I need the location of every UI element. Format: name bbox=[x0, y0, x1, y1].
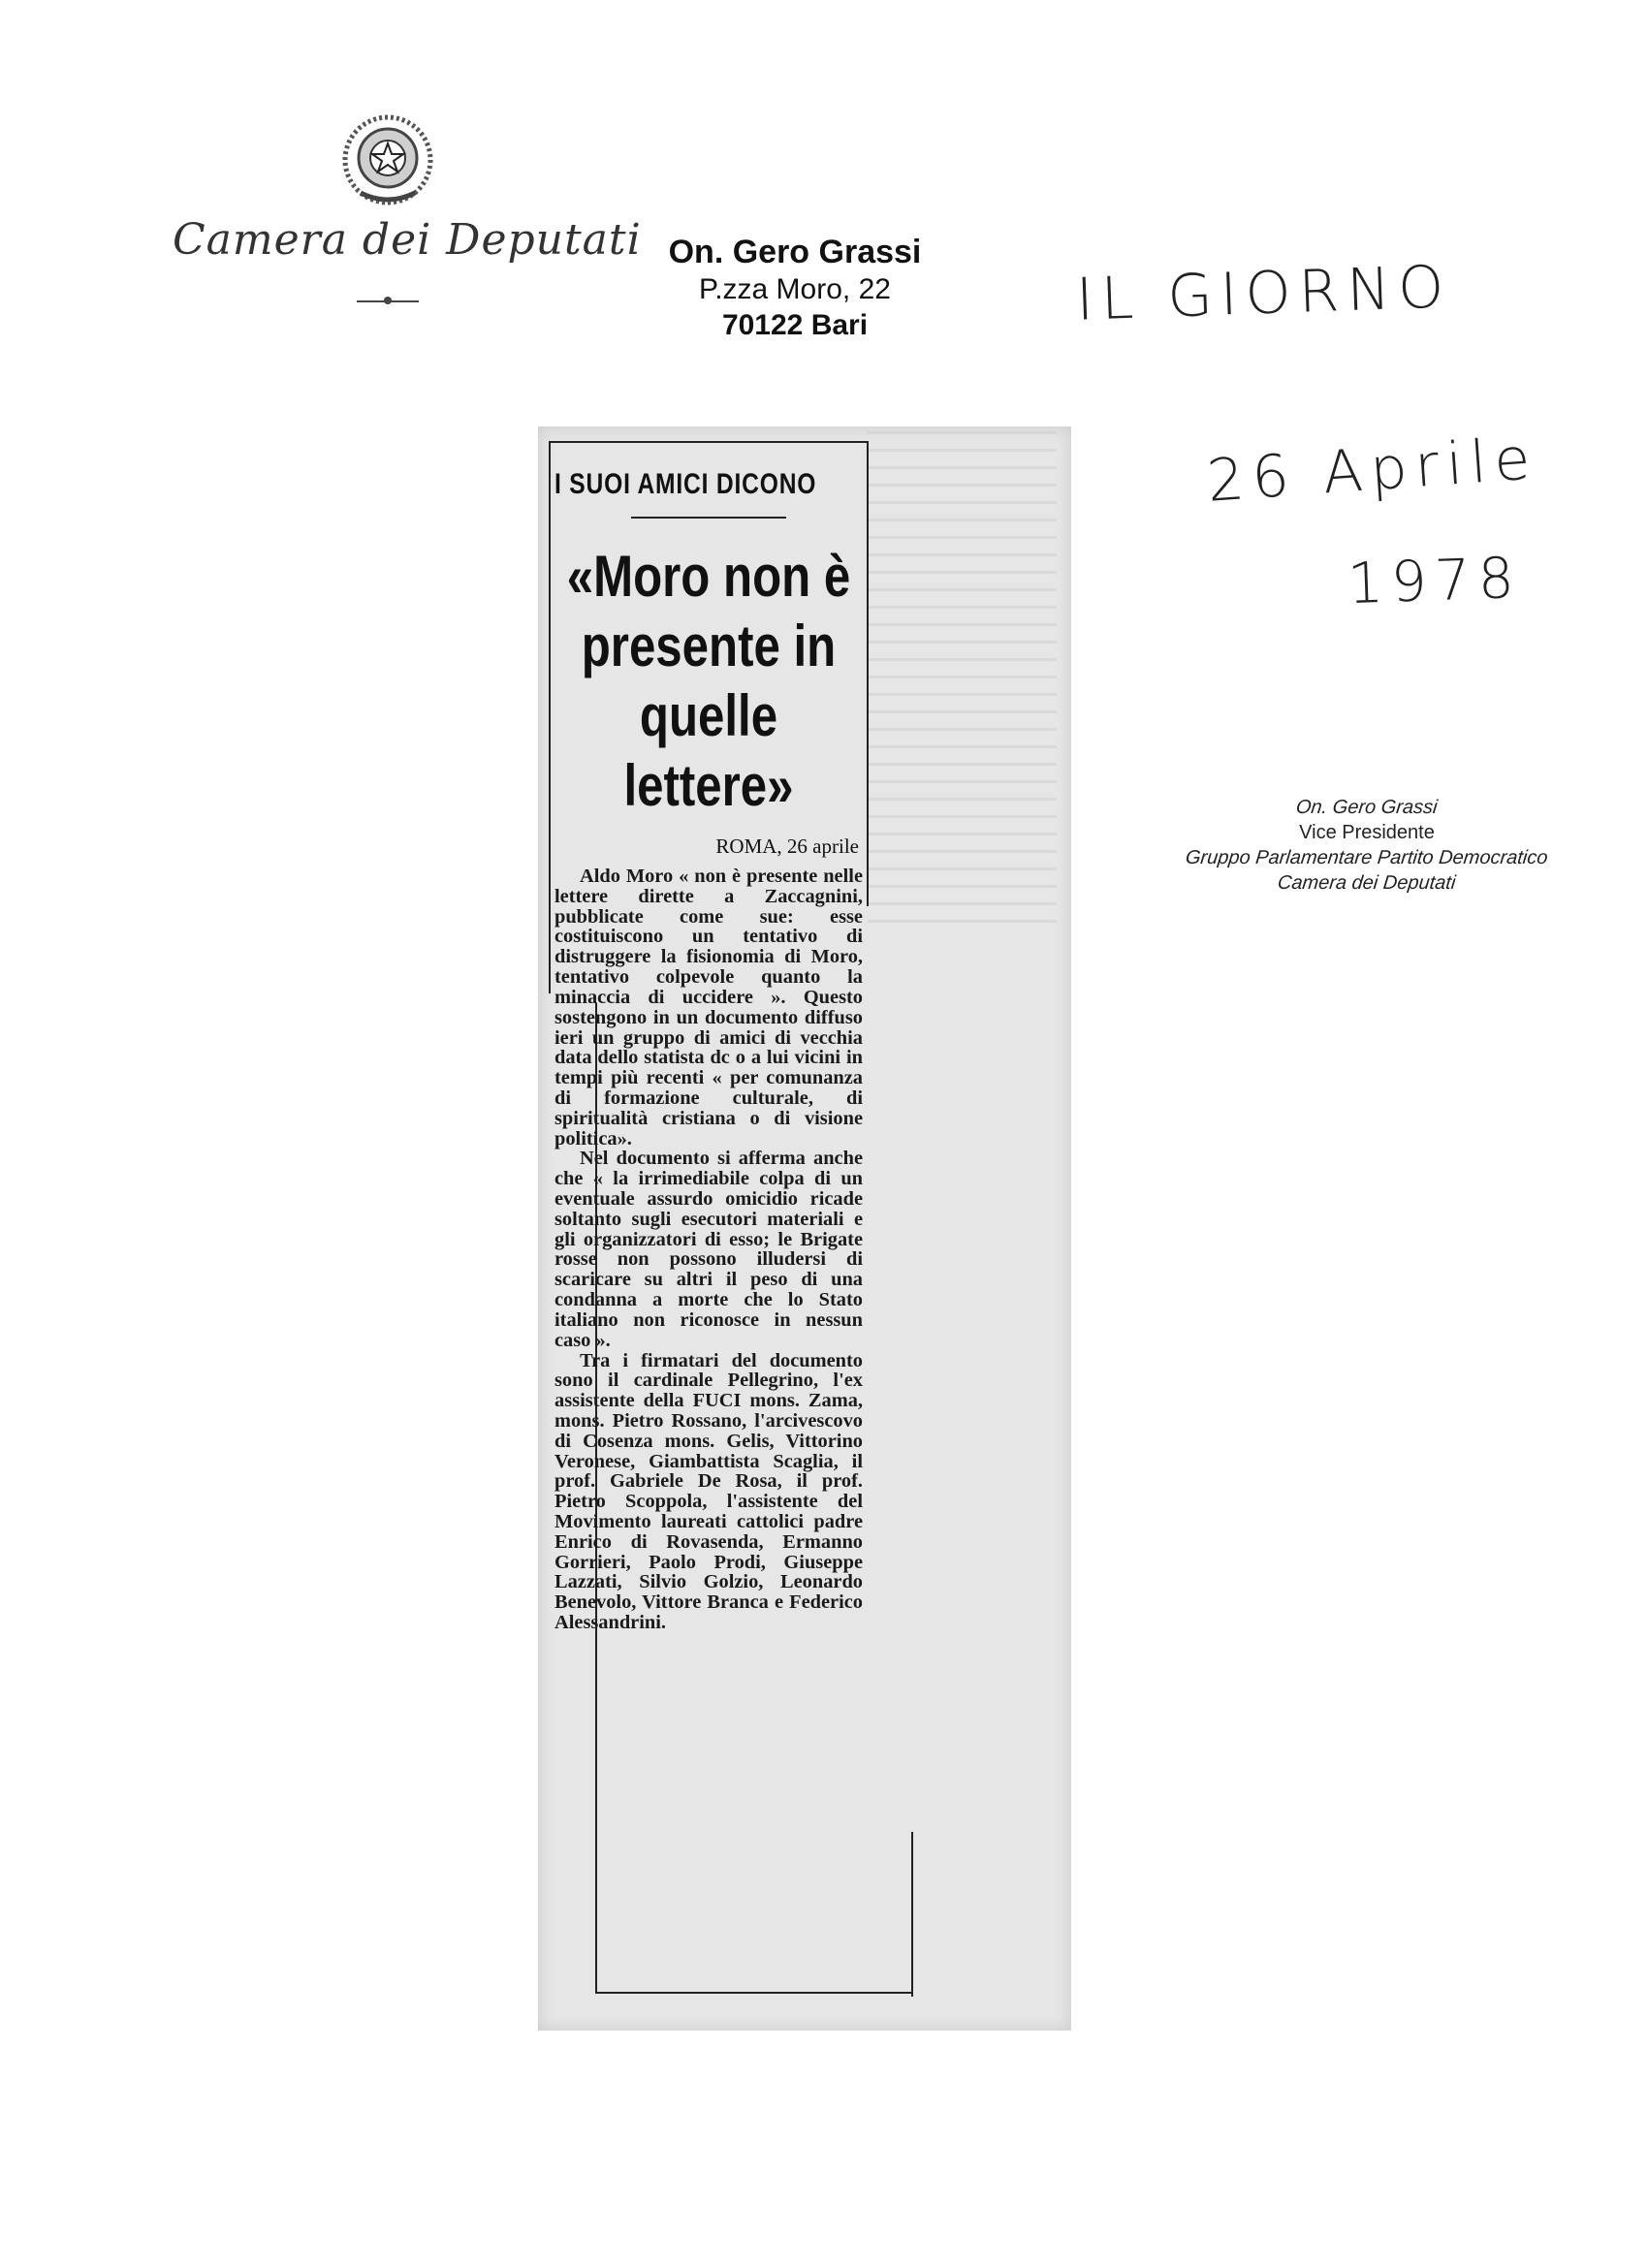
article-column bbox=[555, 441, 863, 1633]
clipping-left-rule bbox=[549, 441, 551, 993]
article-headline: «Moro non è presente in quelle lettere» bbox=[566, 544, 851, 818]
signature-name: On. Gero Grassi bbox=[1295, 797, 1439, 818]
clipping-right-rule bbox=[867, 441, 869, 906]
letterhead-street: P.zza Moro, 22 bbox=[699, 273, 891, 306]
signature-chamber: Camera dei Deputati bbox=[1277, 872, 1457, 894]
handwritten-date: 26 Aprile bbox=[1204, 425, 1540, 516]
title-divider-dot bbox=[384, 297, 392, 304]
article-body bbox=[555, 866, 863, 1633]
institution-script-title: Camera dei Deputati bbox=[173, 215, 642, 265]
signature-block bbox=[1134, 795, 1600, 896]
adjacent-column-bleed bbox=[868, 431, 1057, 935]
letterhead-name: On. Gero Grassi bbox=[668, 234, 922, 270]
italian-republic-emblem-icon bbox=[339, 111, 436, 208]
clipping-bottom-rule bbox=[595, 1992, 913, 1994]
signature-group: Gruppo Parlamentare Partito Democratico bbox=[1185, 847, 1549, 868]
signature-role: Vice Presidente bbox=[1299, 822, 1435, 843]
clipping-right-rule-lower bbox=[911, 1832, 913, 1997]
article-paragraph: Tra i firmatari del documento sono il cardinale Pellegrino, l'ex assistente della FUCI mons. Zama, mons. Pietro Rossano, l'arcivescovo di Cosenza mons. Gelis, Vittorino Veronese, Giambattista Scaglia, il prof. Gabriele De Rosa, il prof. Pietro Scoppola, l'assistente del Movimento laureati cattolici padre Enrico di Rovasenda, Ermanno Gorrieri, Paolo Prodi, Giuseppe Lazzati, Silvio Golzio, Leonardo Benevolo, Vittore Branca e Federico Alessandrini. bbox=[555, 1349, 863, 1634]
handwritten-year: 1978 bbox=[1346, 544, 1523, 617]
article-paragraph: Aldo Moro « non è presente nelle lettere dirette a Zaccagnini, pubblicate come sue: esse costituiscono un tentativo di distruggere la fisionomia di Moro, tentativo colpevole quanto la minaccia di uccidere ». Questo sostengono in un documento diffuso ieri un gruppo di amici di vecchia data dello statista dc o a lui vicini in tempi più recenti « per comunanza di formazione culturale, di spiritualità cristiana o di visione politica». bbox=[555, 866, 863, 1150]
handwritten-newspaper: IL GIORNO bbox=[1074, 253, 1453, 334]
article-kicker: I SUOI AMICI DICONO bbox=[555, 468, 817, 500]
letterhead-city: 70122 Bari bbox=[721, 309, 869, 342]
letterhead-address bbox=[640, 233, 950, 344]
kicker-divider bbox=[631, 517, 786, 519]
article-dateline: ROMA, 26 aprile bbox=[715, 835, 859, 858]
article-paragraph: Nel documento si afferma anche che « la irrimediabile colpa di un eventuale assurdo omicidio ricade soltanto sugli esecutori materiali e gli organizzatori di esso; le Brigate rosse non possono illudersi di scaricare su altri il peso di una condanna a morte che lo Stato italiano non riconosce in nessun caso ». bbox=[555, 1148, 863, 1351]
